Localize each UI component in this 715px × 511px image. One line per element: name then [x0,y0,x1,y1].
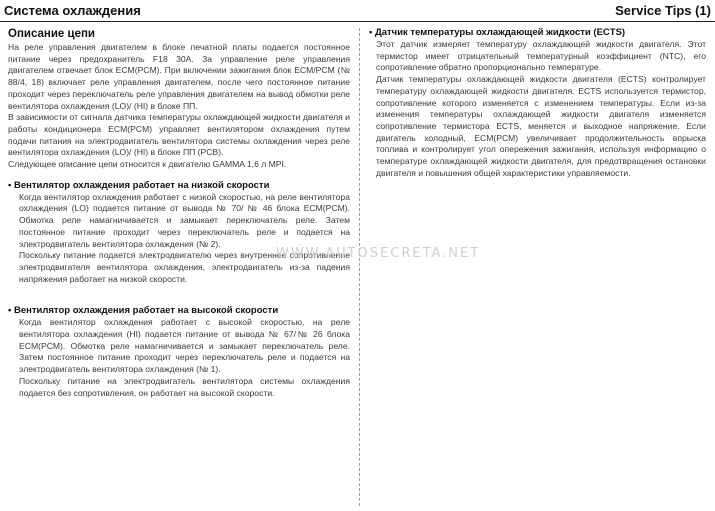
left-column [8,27,350,399]
right-column [369,27,706,179]
low-speed-title-text: Вентилятор охлаждения работает на низкой скорости [13,179,270,191]
watermark: WWW.AUTOSECRETA.NET [276,246,481,261]
intro-paragraph-2: В зависимости от сигнала датчика температуры охлаждающей жидкости двигателя и работы кондиционера ECM(PCM) управляет вентилятором охлаждения путем подачи питания на электродвигатель вентилятора системы охлаждения через реле вентилятора охлаждения (LO)/ (HI) в блоке ПП (PCB). [8,112,350,158]
high-speed-title [8,305,350,317]
bullet-icon: • [369,27,373,38]
high-speed-title-text: Вентилятор охлаждения работает на высокой скорости [13,305,279,317]
low-speed-paragraph-1: Когда вентилятор охлаждения работает с низкой скоростью, на реле вентилятора охлаждения (LO) подается питание от вывода № 70/ № 46 блока ECM(PCM). Обмотка реле намагничивается и замыкает переключатель реле. Затем постоянное питание проходит через переключатель реле и подается на электродвигатель вентилятора охлаждения (№ 2). [19,191,350,249]
ects-title [369,27,706,39]
section-heading: Система охлаждения [4,3,141,18]
high-speed-paragraph-2: Поскольку питание на электродвигатель вентилятора системы охлаждения подается без сопротивления, он работает на высокой скорости. [19,375,350,398]
ects-title-text: Датчик температуры охлаждающей жидкости (ECTS) [374,27,626,38]
intro-paragraph-1: На реле управления двигателем в блоке печатной платы подается постоянное питание через предохранитель F18 30A. За управление реле управления двигателем отвечает блок ECM(PCM). При включении зажигания блок ECM/PCM (№ 88/4, 18) включает реле управления двигателем, после чего постоянное питание проходит через переключатель реле управления двигателем на вывод обмотки реле вентилятора охлаждения (LO)/ (HI) в блоке ПП. [8,42,350,111]
column-divider [359,28,360,506]
intro-paragraph-3: Следующее описание цепи относится к двигателю GAMMA 1,6 л MPI. [8,159,287,170]
bullet-icon: • [8,305,12,317]
high-speed-paragraph-1: Когда вентилятор охлаждения работает с высокой скоростью, на реле вентилятора охлаждения (HI) подается питание от вывода № 67/№ 26 блока ECM(PCM). Обмотка реле намагничивается и замыкает переключатель реле. Затем постоянное питание проходит через переключатель реле и подается на электродвигатель вентилятора охлаждения (№ 1). [19,317,350,375]
ects-paragraph-1: Этот датчик измеряет температуру охлаждающей жидкости двигателя. Этот термистор имеет отрицательный температурный коэффициент (NTC), его сопротивление обратно пропорционально температуре. [376,39,706,73]
bullet-icon: • [8,179,12,191]
low-speed-paragraph-2: Поскольку питание подается электродвигателю через внутреннее сопротивление электродвигателя вентилятора охлаждения, электродвигатель из-за падения напряжения работает на низкой скорости. [19,250,350,284]
service-tips-label: Service Tips (1) [615,3,711,18]
low-speed-title [8,180,350,192]
circuit-description-title: Описание цепи [8,28,95,40]
page-header [0,0,715,22]
ects-paragraph-2: Датчик температуры охлаждающей жидкости двигателя (ECTS) контролирует температуру охлаждающей жидкости двигателя. ECTS используется термистор, сопротивление которого изменяется с изменением температуры. Если из-за изменения температуры охлаждающей жидкости двигателя изменяется сопротивление термистора ECTS, меняется и выходное напряжение. Если двигатель холодный, ECM(PCM) увеличивает продолжительность впрыска топлива и контролирует угол опережения зажигания, используя информацию о температуре охлаждающей жидкости двигателя, для предотвращения остановки двигателя и повышения общей характеристики управляемости. [376,74,706,178]
